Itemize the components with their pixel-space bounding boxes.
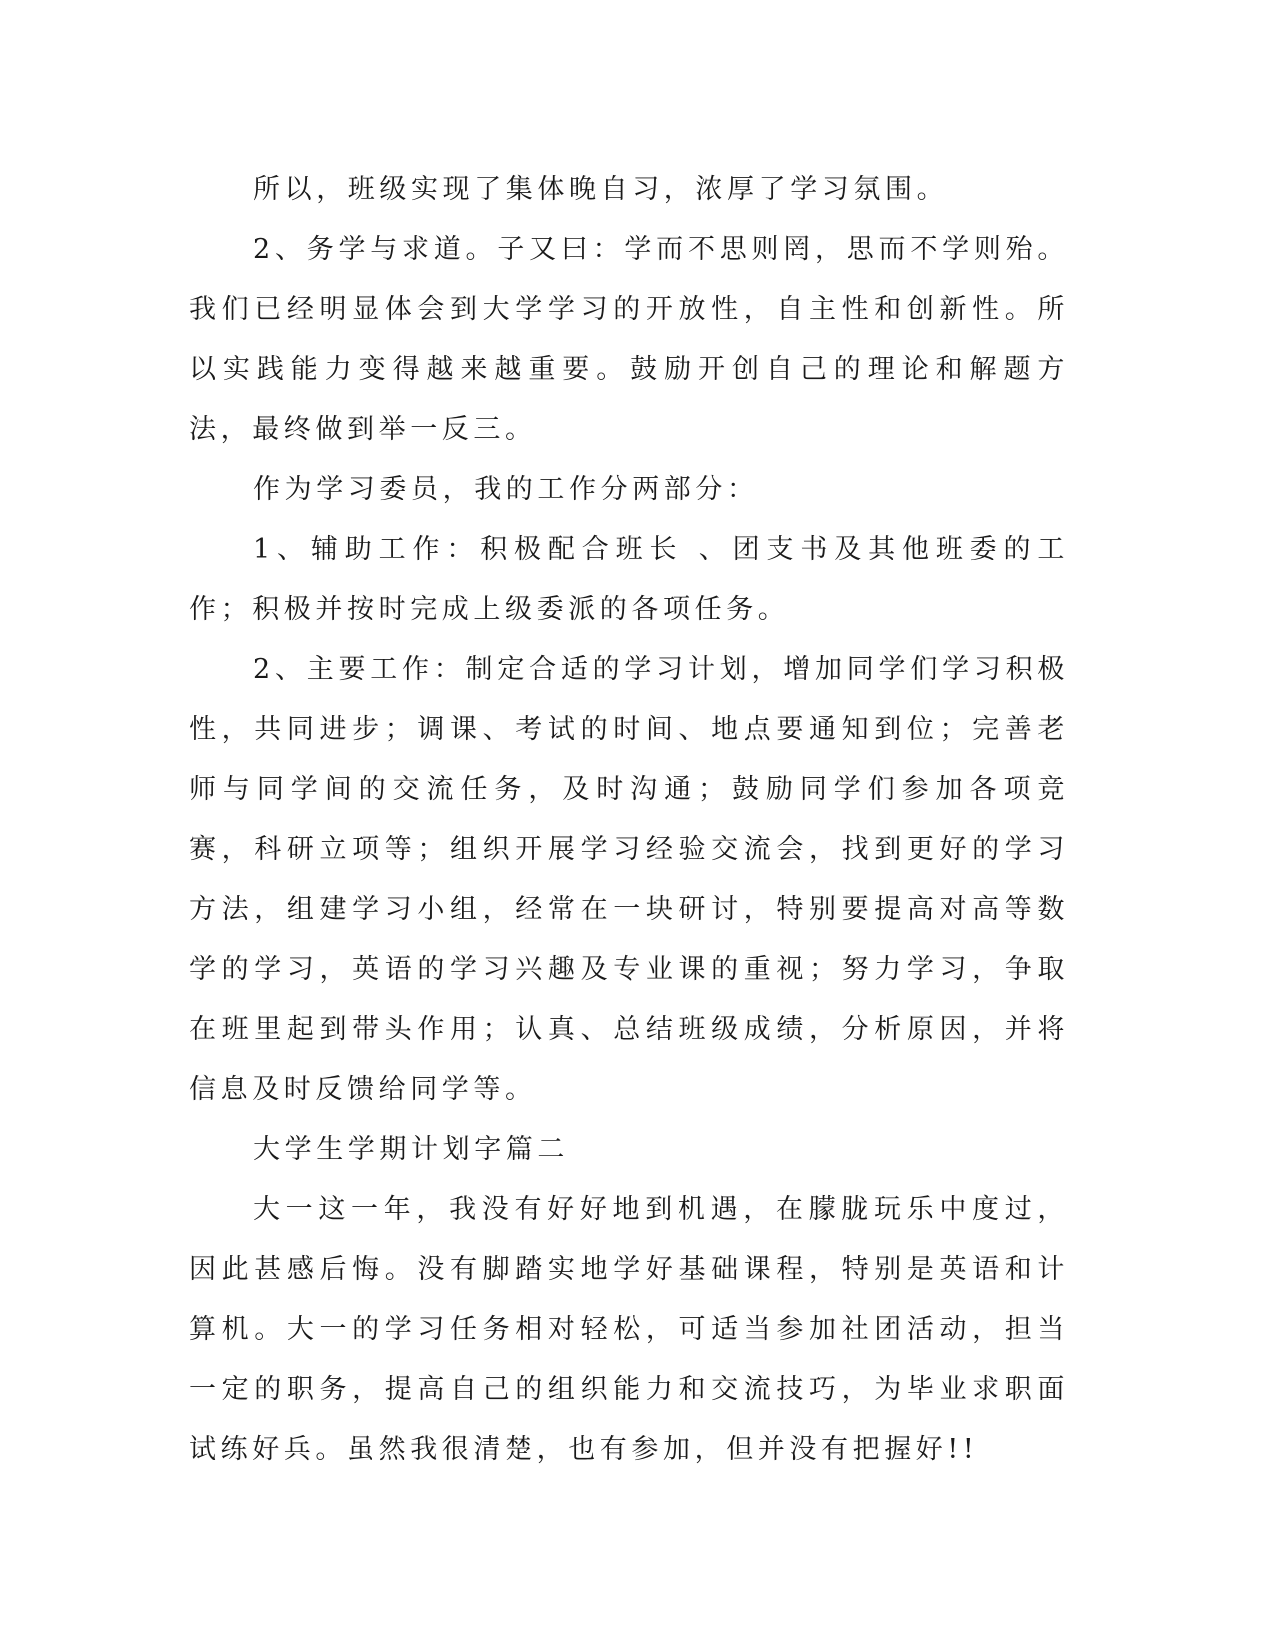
paragraph-study-and-reason: 2、务学与求道。子又曰：学而不思则罔，思而不学则殆。我们已经明显体会到大学学习的开放性，自主性和创新性。所以实践能力变得越来越重要。鼓励开创自己的理论和解题方法，最终做到举一反三。	[189, 234, 1069, 445]
paragraph-auxiliary-work: 1、辅助工作：积极配合班长 、团支书及其他班委的工作；积极并按时完成上级委派的各项任务。	[189, 534, 1069, 625]
paragraph-duties-intro: 作为学习委员，我的工作分两部分：	[253, 474, 759, 505]
paragraph-main-work: 2、主要工作：制定合适的学习计划，增加同学们学习积极性，共同进步；调课、考试的时间、地点要通知到位；完善老师与同学间的交流任务，及时沟通；鼓励同学们参加各项竞赛，科研立项等；组织开展学习经验交流会，找到更好的学习方法，组建学习小组，经常在一块研讨，特别要提高对高等数学的学习，英语的学习兴趣及专业课的重视；努力学习，争取在班里起到带头作用；认真、总结班级成绩，分析原因，并将信息及时反馈给同学等。	[189, 654, 1069, 1105]
paragraph-freshman-year: 大一这一年，我没有好好地到机遇，在朦胧玩乐中度过，因此甚感后悔。没有脚踏实地学好基础课程，特别是英语和计算机。大一的学习任务相对轻松，可适当参加社团活动，担当一定的职务，提高自己的组织能力和交流技巧，为毕业求职面试练好兵。虽然我很清楚，也有参加，但并没有把握好!!	[189, 1194, 1069, 1465]
paragraph-evening-study: 所以，班级实现了集体晚自习，浓厚了学习氛围。	[253, 174, 949, 205]
section-heading: 大学生学期计划字篇二	[253, 1134, 569, 1165]
document-body	[189, 160, 1069, 1480]
